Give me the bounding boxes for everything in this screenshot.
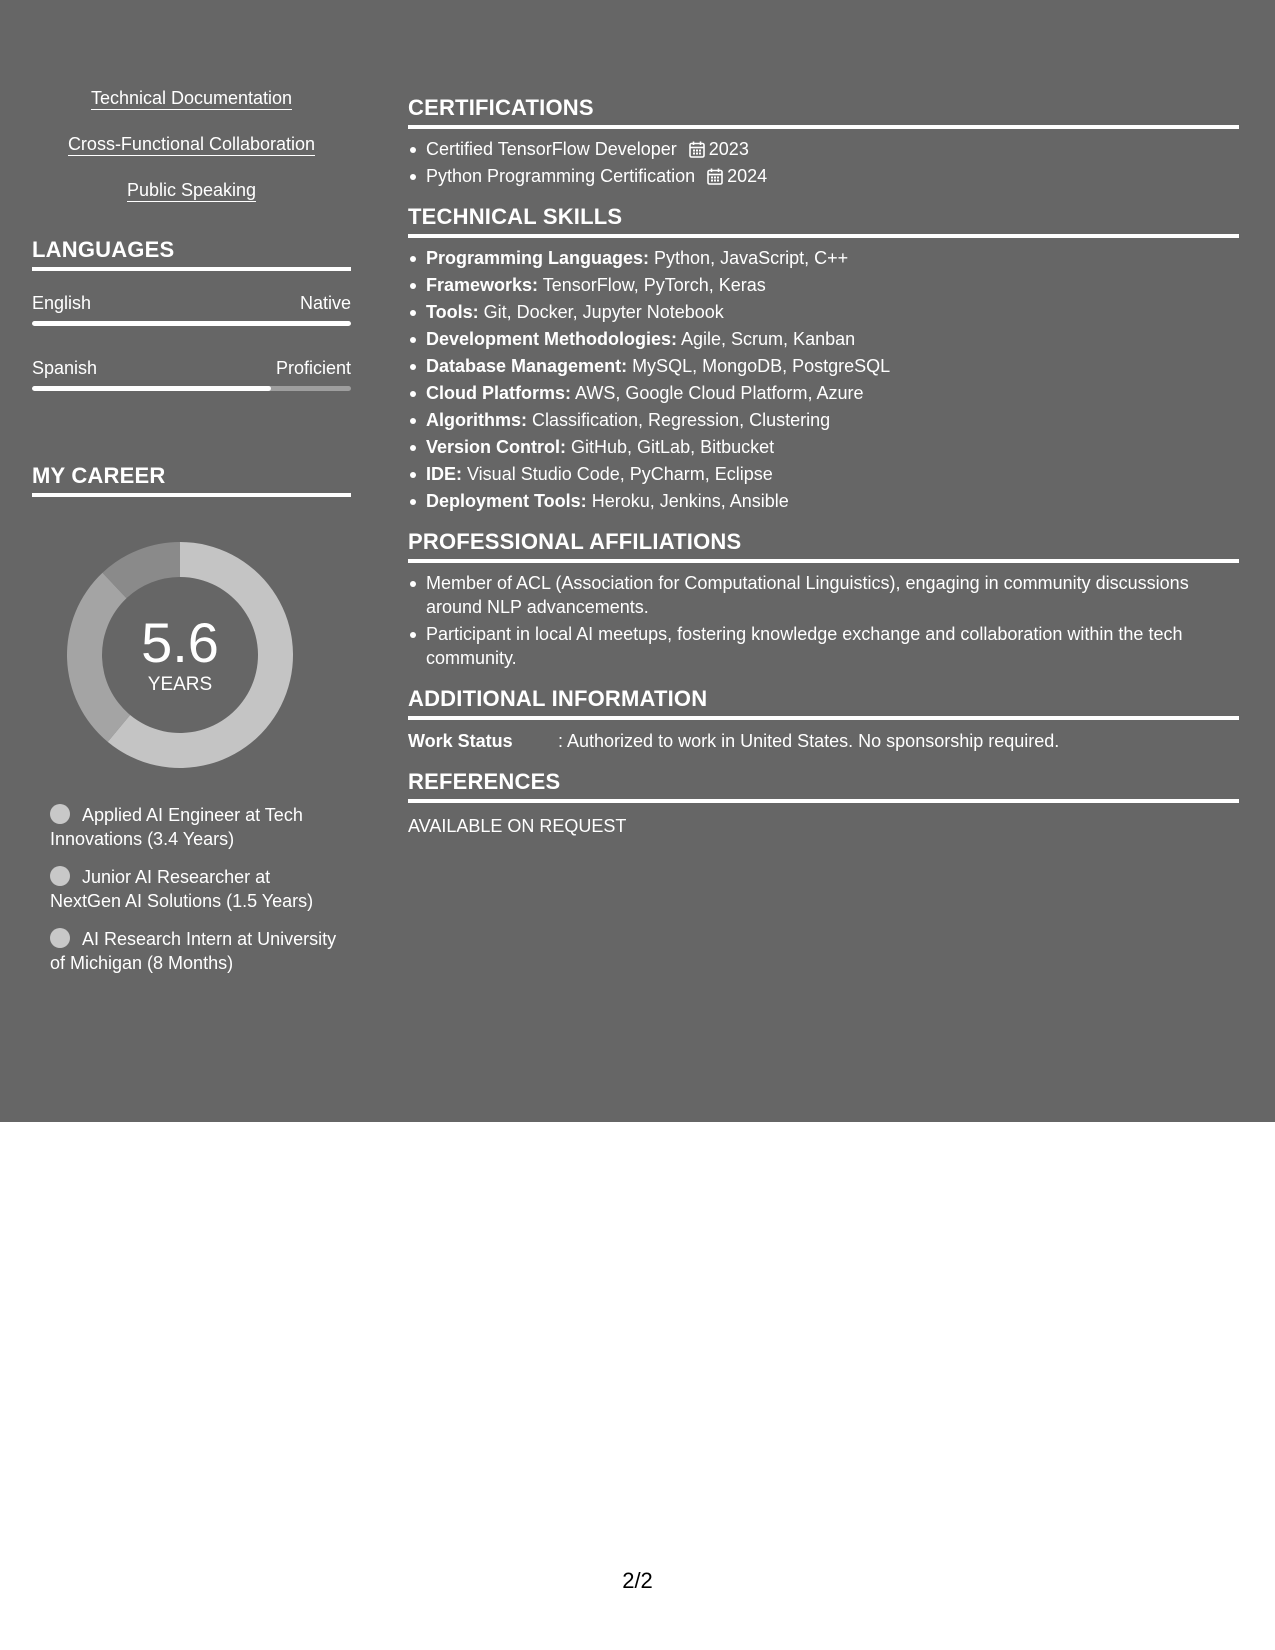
career-total-unit: YEARS [147, 674, 213, 695]
affiliations-section [408, 529, 1239, 670]
certifications-heading: CERTIFICATIONS [408, 95, 1239, 129]
language-row-english [32, 291, 351, 326]
additional-info-section [408, 686, 1239, 753]
soft-skills-list [32, 86, 351, 204]
language-level: Native [299, 293, 351, 313]
affiliations-list [408, 571, 1239, 670]
references-section [408, 769, 1239, 838]
list-item [408, 246, 1239, 270]
list-item [408, 489, 1239, 513]
skill-values: Agile, Scrum, Kanban [677, 329, 856, 349]
list-item [408, 273, 1239, 297]
skill-values: Visual Studio Code, PyCharm, Eclipse [462, 464, 773, 484]
language-level: Proficient [275, 358, 351, 378]
skill-category: Cloud Platforms: [426, 383, 572, 403]
calendar-icon [689, 141, 705, 158]
career-item [50, 927, 340, 975]
additional-info-heading: ADDITIONAL INFORMATION [408, 686, 1239, 720]
skill-category: IDE: [426, 464, 462, 484]
career-list [50, 803, 340, 975]
skill-category: Version Control: [426, 437, 567, 457]
donut-center [66, 541, 294, 769]
skill-category: Algorithms: [426, 410, 527, 430]
skill-category: Frameworks: [426, 275, 539, 295]
list-item [408, 327, 1239, 351]
language-progress-bar [32, 386, 351, 391]
list-item [32, 132, 351, 158]
list-item: Participant in local AI meetups, fostering knowledge exchange and collaboration within the tech community. [408, 622, 1239, 670]
skill-label: Public Speaking [126, 180, 257, 200]
references-text: AVAILABLE ON REQUEST [408, 816, 627, 836]
list-item [408, 462, 1239, 486]
list-item: Member of ACL (Association for Computational Linguistics), engaging in community discussions around NLP advancements. [408, 571, 1239, 619]
bullet-dot-icon [50, 804, 70, 824]
list-item [408, 300, 1239, 324]
career-donut-chart [66, 541, 294, 769]
technical-skills-heading: TECHNICAL SKILLS [408, 204, 1239, 238]
list-item [408, 408, 1239, 432]
language-row-spanish [32, 356, 351, 391]
skill-values: AWS, Google Cloud Platform, Azure [571, 383, 864, 403]
career-item [50, 865, 340, 913]
list-item [32, 86, 351, 112]
skill-values: Heroku, Jenkins, Ansible [586, 491, 789, 511]
list-item [408, 164, 1239, 188]
skill-category: Tools: [426, 302, 479, 322]
certification-year: 2023 [708, 139, 749, 159]
skill-values: Python, JavaScript, C++ [649, 248, 849, 268]
career-item [50, 803, 340, 851]
skill-values: MySQL, MongoDB, PostgreSQL [627, 356, 891, 376]
languages-heading: LANGUAGES [32, 237, 351, 271]
career-item-text: Applied AI Engineer at Tech Innovations (3.4 Years) [50, 805, 303, 849]
work-status-row [408, 729, 1239, 753]
left-column [32, 86, 351, 989]
list-item [408, 354, 1239, 378]
language-progress-bar [32, 321, 351, 326]
skill-label: Cross-Functional Collaboration [67, 134, 316, 154]
skill-label: Technical Documentation [90, 88, 293, 108]
skill-category: Development Methodologies: [426, 329, 678, 349]
career-total-value: 5.6 [141, 611, 219, 674]
calendar-icon [707, 168, 723, 185]
references-heading: REFERENCES [408, 769, 1239, 803]
affiliations-heading: PROFESSIONAL AFFILIATIONS [408, 529, 1239, 563]
career-heading: MY CAREER [32, 463, 351, 497]
work-status-value: : Authorized to work in United States. No sponsorship required. [558, 731, 1060, 751]
career-item-text: AI Research Intern at University of Michigan (8 Months) [50, 929, 337, 973]
list-item [32, 178, 351, 204]
list-item [408, 137, 1239, 161]
technical-skills-list [408, 246, 1239, 513]
certification-year: 2024 [727, 166, 768, 186]
right-column [408, 95, 1239, 854]
list-item [408, 381, 1239, 405]
skill-category: Deployment Tools: [426, 491, 587, 511]
language-name: English [32, 293, 92, 313]
career-item-text: Junior AI Researcher at NextGen AI Solutions (1.5 Years) [50, 867, 314, 911]
work-status-label: Work Status [408, 731, 513, 751]
bullet-dot-icon [50, 866, 70, 886]
certification-name: Python Programming Certification [426, 166, 696, 186]
language-progress-fill [32, 386, 271, 391]
technical-skills-section [408, 204, 1239, 513]
skill-category: Database Management: [426, 356, 628, 376]
certifications-section [408, 95, 1239, 188]
bullet-dot-icon [50, 928, 70, 948]
page-number: 2/2 [622, 1568, 653, 1593]
skill-values: GitHub, GitLab, Bitbucket [566, 437, 775, 457]
language-name: Spanish [32, 358, 98, 378]
certification-name: Certified TensorFlow Developer [426, 139, 677, 159]
language-progress-fill [32, 321, 351, 326]
list-item [408, 435, 1239, 459]
certifications-list [408, 137, 1239, 188]
skill-values: Classification, Regression, Clustering [527, 410, 831, 430]
skill-values: Git, Docker, Jupyter Notebook [478, 302, 724, 322]
skill-values: TensorFlow, PyTorch, Keras [538, 275, 766, 295]
skill-category: Programming Languages: [426, 248, 650, 268]
